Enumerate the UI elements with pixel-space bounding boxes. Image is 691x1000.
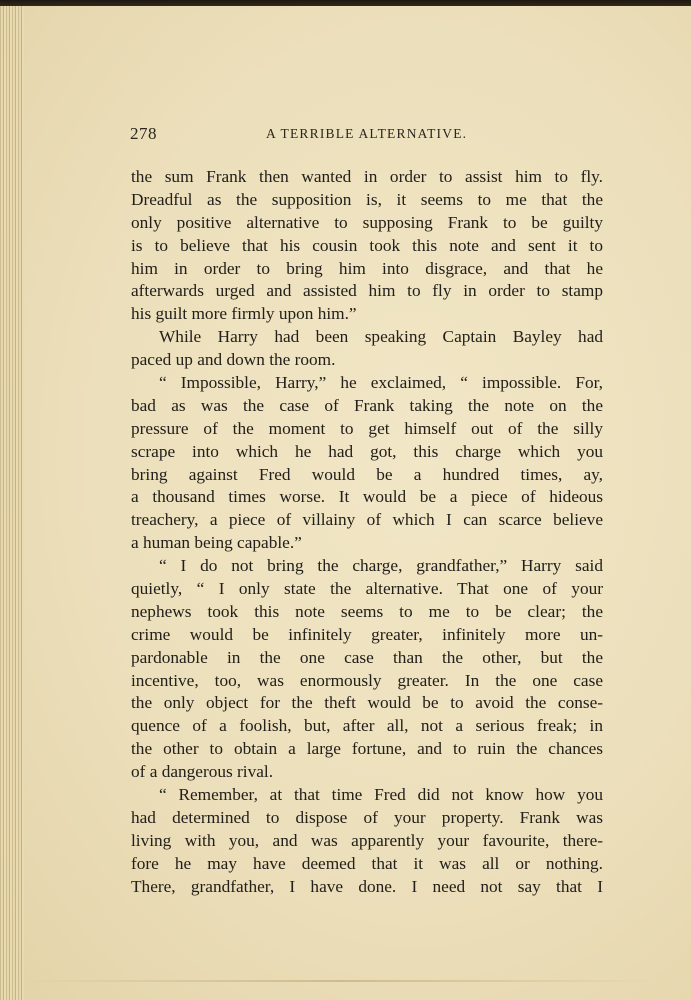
text-line: bring against Fred would be a hundred times, ay, xyxy=(131,464,603,484)
text-line: quietly, “ I only state the alternative. That one of your xyxy=(131,579,603,599)
text-line: pressure of the moment to get himself out of the silly xyxy=(131,418,603,438)
text-line: incentive, too, was enormously greater. In the one case xyxy=(131,670,603,690)
text-line: crime would be infinitely greater, infinitely more un- xyxy=(131,624,603,644)
text-line: “ Remember, at that time Fred did not know how you xyxy=(159,785,603,805)
text-line: a thousand times worse. It would be a piece of hideous xyxy=(131,487,603,507)
body-text xyxy=(131,166,603,899)
running-head: A TERRIBLE ALTERNATIVE. xyxy=(266,126,468,141)
page-bottom-edge xyxy=(20,980,660,982)
page-stack-edge xyxy=(0,6,24,1000)
text-line: treachery, a piece of villainy of which I can scarce believe xyxy=(131,510,603,530)
text-line: fore he may have deemed that it was all or nothing. xyxy=(131,853,603,873)
text-line: the other to obtain a large fortune, and to ruin the chances xyxy=(131,739,603,759)
text-line: a human being capable.” xyxy=(131,533,302,553)
text-line: the sum Frank then wanted in order to assist him to fly. xyxy=(131,167,603,186)
text-line: paced up and down the room. xyxy=(131,350,336,370)
text-line: “ I do not bring the charge, grandfather,” Harry said xyxy=(159,556,603,576)
text-line: “ Impossible, Harry,” he exclaimed, “ impossible. For, xyxy=(159,373,603,393)
text-line: living with you, and was apparently your favourite, there- xyxy=(131,830,603,850)
text-line: While Harry had been speaking Captain Bayley had xyxy=(159,327,603,347)
book-page xyxy=(0,6,691,1000)
page-header xyxy=(130,124,602,146)
text-line: There, grandfather, I have done. I need not say that I xyxy=(131,876,603,896)
text-line: scrape into which he had got, this charge which you xyxy=(131,441,603,461)
text-line: only positive alternative to supposing Frank to be guilty xyxy=(131,212,603,232)
text-line: him in order to bring him into disgrace, and that he xyxy=(131,258,603,278)
text-line: quence of a foolish, but, after all, not a serious freak; in xyxy=(131,716,603,736)
text-line: bad as was the case of Frank taking the note on the xyxy=(131,395,603,415)
page-number: 278 xyxy=(130,124,157,143)
text-line: afterwards urged and assisted him to fly in order to stamp xyxy=(131,281,603,301)
text-line: his guilt more firmly upon him.” xyxy=(131,304,357,324)
text-line: of a dangerous rival. xyxy=(131,762,274,782)
text-line: pardonable in the one case than the other, but the xyxy=(131,647,603,667)
text-line: the only object for the theft would be to avoid the conse- xyxy=(131,693,603,713)
text-line: had determined to dispose of your property. Frank was xyxy=(131,807,603,827)
text-line: Dreadful as the supposition is, it seems to me that the xyxy=(131,189,603,209)
text-line: nephews took this note seems to me to be clear; the xyxy=(131,601,603,621)
text-line: is to believe that his cousin took this note and sent it to xyxy=(131,235,603,255)
